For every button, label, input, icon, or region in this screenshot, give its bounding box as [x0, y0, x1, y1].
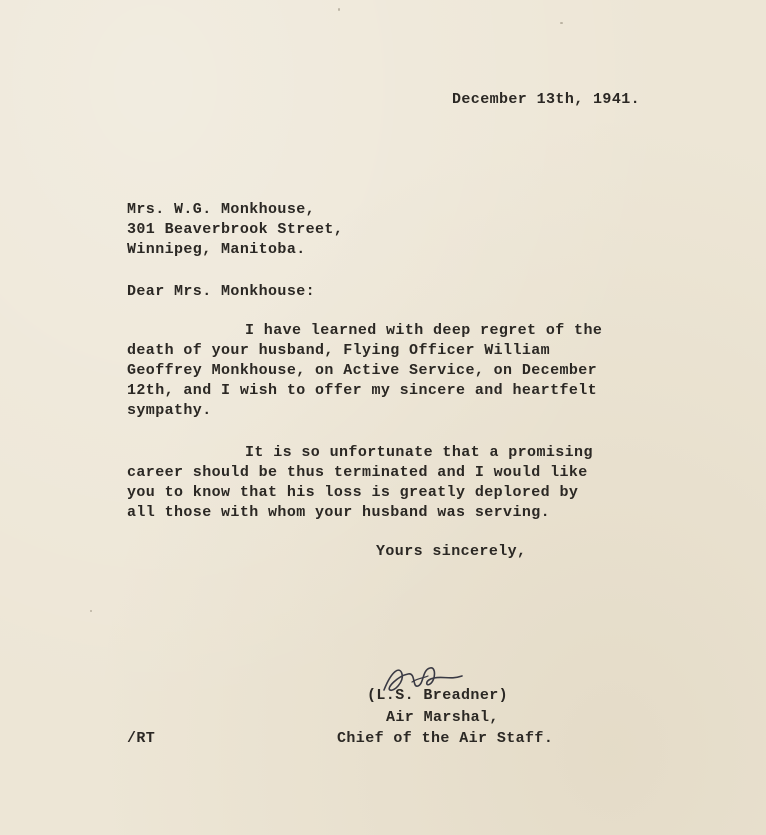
paragraph-line: It is so unfortunate that a promising — [245, 444, 593, 461]
paper-speck — [338, 8, 340, 11]
signer-name: (L.S. Breadner) — [367, 687, 509, 704]
paragraph-line: sympathy. — [127, 402, 212, 419]
signer-rank: Air Marshal, — [386, 709, 499, 726]
letter-date: December 13th, 1941. — [452, 91, 641, 108]
paper-speck — [90, 610, 92, 612]
salutation: Dear Mrs. Monkhouse: — [127, 283, 316, 300]
paragraph-line: I have learned with deep regret of the — [245, 322, 603, 339]
paper-speck — [560, 22, 563, 24]
paragraph-line: career should be thus terminated and I would like — [127, 464, 588, 481]
reference-initials: /RT — [127, 730, 156, 747]
paragraph-line: all those with whom your husband was serving. — [127, 504, 551, 521]
paragraph-condolence — [127, 321, 647, 421]
recipient-city: Winnipeg, Manitoba. — [127, 241, 306, 258]
paragraph-career — [127, 443, 647, 523]
recipient-name: Mrs. W.G. Monkhouse, — [127, 201, 316, 218]
paragraph-line: Geoffrey Monkhouse, on Active Service, on December — [127, 362, 598, 379]
paragraph-line: 12th, and I wish to offer my sincere and heartfelt — [127, 382, 598, 399]
signer-position: Chief of the Air Staff. — [337, 730, 554, 747]
paragraph-line: death of your husband, Flying Officer William — [127, 342, 551, 359]
recipient-street: 301 Beaverbrook Street, — [127, 221, 344, 238]
paragraph-line: you to know that his loss is greatly deplored by — [127, 484, 579, 501]
closing: Yours sincerely, — [376, 543, 527, 560]
